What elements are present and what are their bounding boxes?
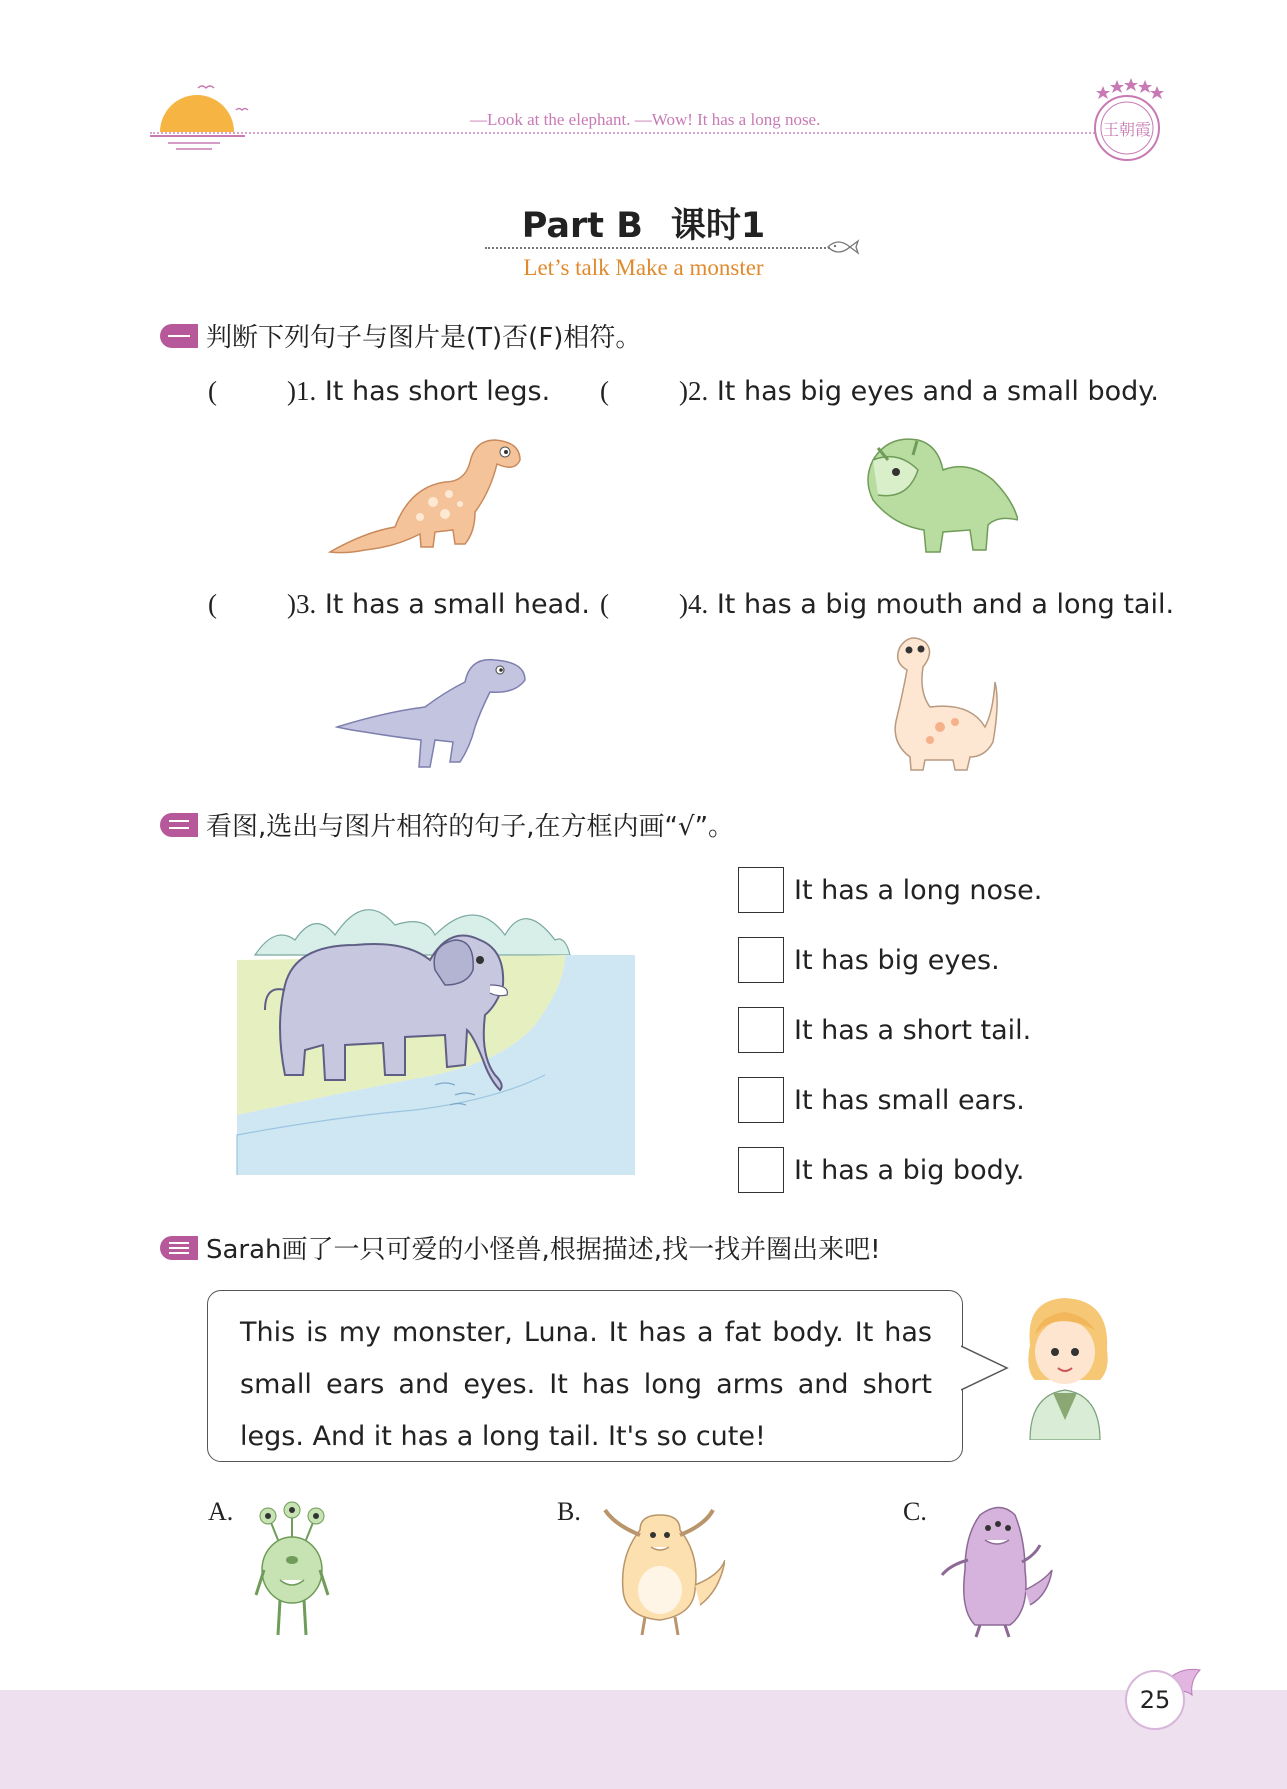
option-row-3 [738,1007,1031,1053]
sarah-avatar [1015,1290,1115,1440]
checkbox-2[interactable] [738,937,784,983]
publisher-seal-icon [1085,78,1170,166]
page-number: 25 [1125,1670,1185,1730]
question-3: ( )3. It has a small head. [208,589,590,620]
sunset-logo [150,80,260,155]
option-row-5 [738,1147,1024,1193]
svg-text:王朝霞: 王朝霞 [1102,120,1152,139]
checkbox-1[interactable] [738,867,784,913]
triceratops-image [858,430,1018,560]
speech-bubble-text: This is my monster, Luna. It has a fat body. It has small ears and eyes. It has long arms and short legs. And it has a long tail. It's so cute! [240,1317,932,1452]
checkbox-5[interactable] [738,1147,784,1193]
title-part: Part B [521,206,643,246]
option-label-1: It has a long nose. [794,874,1043,906]
choice-label-b[interactable]: B. [557,1497,581,1526]
footer-band [0,1690,1287,1789]
option-row-4 [738,1077,1025,1123]
section3-badge [160,1236,198,1260]
option-label-3: It has a short tail. [794,1014,1032,1046]
option-label-4: It has small ears. [794,1084,1025,1116]
section1-instruction: 判断下列句子与图片是(T)否(F)相符。 [206,323,642,353]
section1-badge [160,324,198,348]
monster-b-image[interactable] [595,1505,725,1640]
question-2: ( )2. It has big eyes and a small body. [600,376,1160,407]
checkbox-3[interactable] [738,1007,784,1053]
title-underline [485,247,830,249]
section2-instruction: 看图,选出与图片相符的句子,在方框内画“√”。 [206,812,735,842]
checkbox-4[interactable] [738,1077,784,1123]
header-slogan: —Look at the elephant. —Wow! It has a long nose. [470,110,821,129]
option-label-2: It has big eyes. [794,944,1000,976]
monster-a-image[interactable] [250,1500,335,1640]
choice-label-c[interactable]: C. [903,1497,927,1526]
choice-label-a[interactable]: A. [208,1497,234,1526]
elephant-scene-image [235,885,635,1175]
t-rex-image [335,652,535,772]
speech-bubble-tail [961,1338,1011,1398]
question-1: ( )1. It has short legs. [208,376,551,407]
section2-heading [160,806,734,843]
question-4: ( )4. It has a big mouth and a long tail. [600,589,1175,620]
option-row-1 [738,867,1042,913]
page-subtitle: Let’s talk Make a monster [523,255,764,280]
option-row-2 [738,937,1000,983]
section3-instruction: Sarah画了一只可爱的小怪兽,根据描述,找一找并圈出来吧! [206,1235,881,1265]
section1-heading [160,317,641,354]
title-lesson: 课时1 [670,206,766,246]
monster-c-image[interactable] [940,1500,1055,1640]
header-dotted-line [150,132,1095,134]
section3-heading [160,1229,881,1266]
cute-dinosaur-image [885,632,1000,772]
page-title [0,198,1287,248]
section2-badge [160,813,198,837]
option-label-5: It has a big body. [794,1154,1025,1186]
long-neck-dinosaur-image [325,432,530,562]
